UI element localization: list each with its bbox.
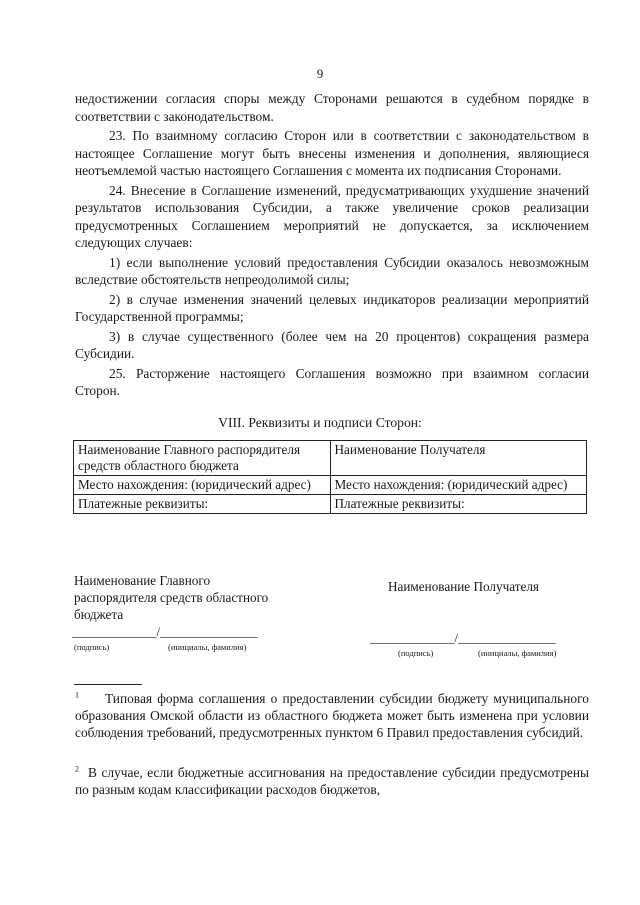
paragraph-continuation: недостижении согласия споры между Сторонами решаются в судебном порядке в соответствии с законодательством. xyxy=(75,91,589,124)
footnote-divider xyxy=(74,684,142,685)
footnote-1-text: Типовая форма соглашения о предоставлении субсидии бюджету муниципального образования Омской области из областного бюджета может быть изменена при условии соблюдения требований, предусмотренных пунктом 6 Правил предоставления субсидий. xyxy=(75,691,589,740)
paragraph-24-case-2: 2) в случае изменения значений целевых индикаторов реализации мероприятий Государственной программы; xyxy=(75,291,589,324)
table-cell-recipient-payment: Платежные реквизиты: xyxy=(330,495,587,514)
table-row xyxy=(74,495,587,514)
footnote-2-mark: 2 xyxy=(75,764,79,774)
requisites-table xyxy=(73,440,587,514)
table-cell-grantor-payment: Платежные реквизиты: xyxy=(74,495,331,514)
signature-right-caption-name: (инициалы, фамилия) xyxy=(478,648,557,658)
page-number: 9 xyxy=(316,66,324,81)
paragraph-24-case-1: 1) если выполнение условий предоставления Субсидии оказалось невозможным вследствие обстоятельств непреодолимой силы; xyxy=(75,254,589,287)
table-cell-recipient-name: Наименование Получателя xyxy=(330,441,587,476)
section-title: VIII. Реквизиты и подписи Сторон: xyxy=(218,415,422,430)
paragraph-25: 25. Расторжение настоящего Соглашения возможно при взаимном согласии Сторон. xyxy=(75,365,589,398)
footnote-2 xyxy=(75,764,589,798)
table-row xyxy=(74,441,587,476)
paragraph-24-case-3: 3) в случае существенного (более чем на 20 процентов) сокращения размера Субсидии. xyxy=(75,328,589,361)
footnote-2-text: В случае, если бюджетные ассигнования на предоставление субсидии предусмотрены по разным кодам классификации расходов бюджетов, xyxy=(75,765,589,797)
table-cell-grantor-address: Место нахождения: (юридический адрес) xyxy=(74,476,331,495)
signature-right-caption-sign: (подпись) xyxy=(398,648,434,658)
signature-right-title: Наименование Получателя xyxy=(388,579,539,594)
footnote-1 xyxy=(75,690,589,741)
footnote-1-mark: 1 xyxy=(75,690,79,700)
signature-right-line: _____________/_______________ xyxy=(370,630,556,645)
signature-left-caption-name: (инициалы, фамилия) xyxy=(168,642,247,652)
table-cell-grantor-name: Наименование Главного распорядителя средств областного бюджета xyxy=(74,441,331,476)
signature-left-line: _____________/_______________ xyxy=(72,624,258,639)
table-cell-recipient-address: Место нахождения: (юридический адрес) xyxy=(330,476,587,495)
signature-left-title: Наименование Главного распорядителя средств областного бюджета xyxy=(74,573,269,622)
paragraph-23: 23. По взаимному согласию Сторон или в соответствии с законодательством в настоящее Соглашение могут быть внесены изменения и дополнения, являющиеся неотъемлемой частью настоящего Соглашения с момента их подписания Сторонами. xyxy=(75,128,589,178)
signature-left-caption-sign: (подпись) xyxy=(74,642,110,652)
table-row xyxy=(74,476,587,495)
paragraph-24: 24. Внесение в Соглашение изменений, предусматривающих ухудшение значений результатов использования Субсидии, а также увеличение сроков реализации предусмотренных Соглашением мероприятий не допускается, за исключением следующих случаев: xyxy=(75,182,589,250)
agreement-body xyxy=(75,90,589,400)
